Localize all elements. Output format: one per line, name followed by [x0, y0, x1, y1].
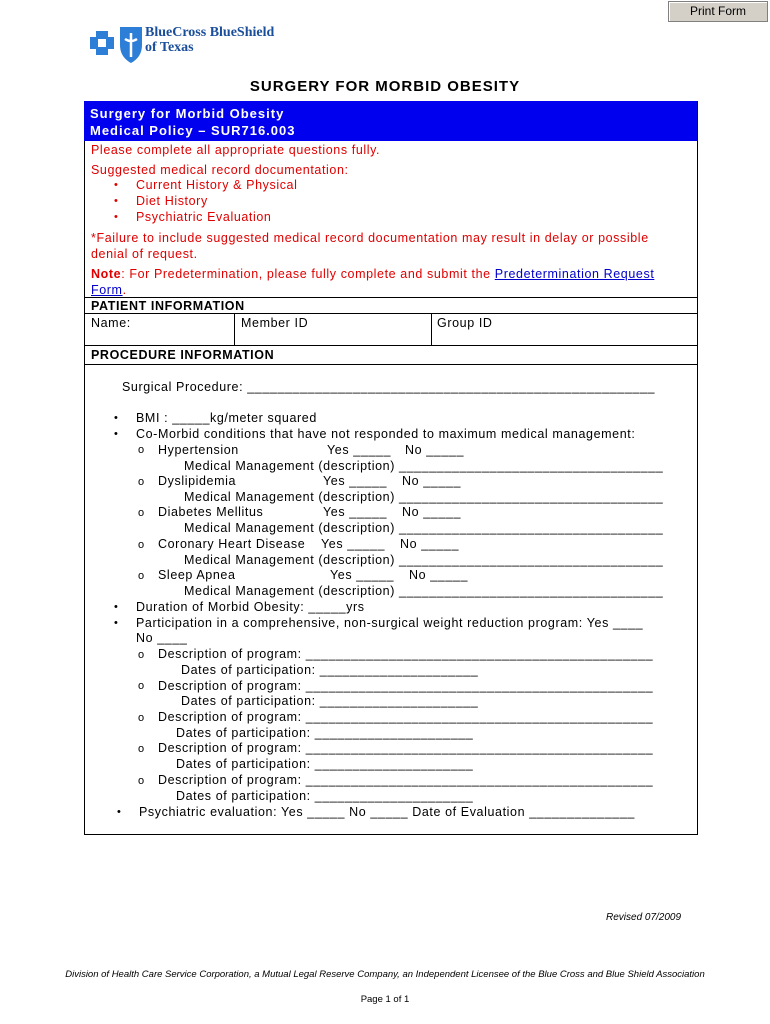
- print-form-button[interactable]: Print Form: [668, 1, 768, 22]
- circle-bullet-icon: o: [138, 743, 145, 755]
- bullet-icon: •: [114, 179, 118, 191]
- bullet-icon: •: [114, 617, 118, 629]
- policy-header-line1: Surgery for Morbid Obesity: [90, 106, 285, 121]
- member-id-field[interactable]: Member ID: [241, 316, 309, 330]
- program-description-field[interactable]: Description of program: ______________________________________________: [158, 741, 654, 755]
- suggested-item: Psychiatric Evaluation: [136, 210, 272, 224]
- circle-bullet-icon: o: [138, 680, 145, 692]
- comorbid-heading: Co-Morbid conditions that have not responded to maximum medical management:: [136, 427, 636, 441]
- bullet-icon: •: [114, 211, 118, 223]
- predetermination-link-cont[interactable]: Form: [91, 283, 123, 297]
- note-label: Note: [91, 267, 122, 281]
- document-title: SURGERY FOR MORBID OBESITY: [249, 78, 521, 95]
- suggested-item: Current History & Physical: [136, 178, 298, 192]
- program-dates-field[interactable]: Dates of participation: _____________________: [176, 789, 474, 803]
- condition-name: Diabetes Mellitus: [158, 505, 264, 519]
- failure-warning-line2: denial of request.: [91, 247, 198, 261]
- participation-field[interactable]: Participation in a comprehensive, non-surgical weight reduction program: Yes ____: [136, 616, 644, 630]
- program-dates-field[interactable]: Dates of participation: _____________________: [176, 757, 474, 771]
- brand-line2: of Texas: [145, 40, 194, 55]
- condition-no-field[interactable]: No _____: [405, 443, 465, 457]
- circle-bullet-icon: o: [138, 507, 145, 519]
- program-dates-field[interactable]: Dates of participation: _____________________: [181, 663, 479, 677]
- policy-header: [84, 101, 697, 141]
- program-description-field[interactable]: Description of program: ______________________________________________: [158, 773, 654, 787]
- circle-bullet-icon: o: [138, 712, 145, 724]
- note-text: : For Predetermination, please fully complete and submit the: [121, 267, 495, 281]
- page-number: Page 1 of 1: [360, 994, 410, 1005]
- circle-bullet-icon: o: [138, 539, 145, 551]
- medical-management-field[interactable]: Medical Management (description) ___________________________________: [184, 553, 664, 567]
- predetermination-link[interactable]: Predetermination Request: [494, 267, 655, 281]
- condition-yes-field[interactable]: Yes _____: [323, 505, 388, 519]
- bullet-icon: •: [114, 428, 118, 440]
- condition-no-field[interactable]: No _____: [409, 568, 469, 582]
- participation-no-field[interactable]: No ____: [136, 631, 188, 645]
- bullet-icon: •: [114, 412, 118, 424]
- bullet-icon: •: [114, 195, 118, 207]
- bullet-icon: •: [114, 601, 118, 613]
- note-end: .: [122, 283, 127, 297]
- duration-field[interactable]: Duration of Morbid Obesity: _____yrs: [136, 600, 365, 614]
- condition-no-field[interactable]: No _____: [400, 537, 460, 551]
- condition-name: Coronary Heart Disease: [158, 537, 306, 551]
- procedure-info-heading: PROCEDURE INFORMATION: [91, 348, 275, 362]
- circle-bullet-icon: o: [138, 649, 145, 661]
- revised-date: Revised 07/2009: [606, 912, 682, 923]
- circle-bullet-icon: o: [138, 444, 145, 456]
- program-description-field[interactable]: Description of program: ______________________________________________: [158, 679, 654, 693]
- divider: [84, 345, 697, 346]
- condition-yes-field[interactable]: Yes _____: [323, 474, 388, 488]
- medical-management-field[interactable]: Medical Management (description) ___________________________________: [184, 459, 664, 473]
- program-description-field[interactable]: Description of program: ______________________________________________: [158, 710, 654, 724]
- patient-name-field[interactable]: Name:: [91, 316, 131, 330]
- program-dates-field[interactable]: Dates of participation: _____________________: [176, 726, 474, 740]
- failure-warning-line1: *Failure to include suggested medical record documentation may result in delay or possible: [91, 231, 649, 245]
- divider: [84, 313, 697, 314]
- condition-yes-field[interactable]: Yes _____: [327, 443, 392, 457]
- medical-management-field[interactable]: Medical Management (description) ___________________________________: [184, 521, 664, 535]
- bullet-icon: •: [117, 806, 121, 818]
- note-line2: [91, 283, 127, 297]
- condition-no-field[interactable]: No _____: [402, 505, 462, 519]
- program-dates-field[interactable]: Dates of participation: _____________________: [181, 694, 479, 708]
- note-line1: [91, 267, 654, 281]
- medical-management-field[interactable]: Medical Management (description) ___________________________________: [184, 584, 664, 598]
- brand-line1: BlueCross BlueShield: [145, 25, 275, 40]
- group-id-field[interactable]: Group ID: [437, 316, 493, 330]
- divider: [431, 313, 432, 345]
- policy-header-line2: Medical Policy – SUR716.003: [90, 123, 296, 138]
- condition-yes-field[interactable]: Yes _____: [321, 537, 386, 551]
- complete-instruction: Please complete all appropriate questions fully.: [91, 143, 381, 157]
- division-notice: Division of Health Care Service Corporation, a Mutual Legal Reserve Company, an Independent Licensee of the Blue Cross and Blue Shield Association: [65, 969, 705, 980]
- patient-info-heading: PATIENT INFORMATION: [91, 299, 245, 313]
- program-description-field[interactable]: Description of program: ______________________________________________: [158, 647, 654, 661]
- condition-name: Dyslipidemia: [158, 474, 237, 488]
- psychiatric-evaluation-field[interactable]: Psychiatric evaluation: Yes _____ No _____ Date of Evaluation ______________: [139, 805, 635, 819]
- circle-bullet-icon: o: [138, 775, 145, 787]
- suggested-heading: Suggested medical record documentation:: [91, 163, 349, 177]
- condition-no-field[interactable]: No _____: [402, 474, 462, 488]
- condition-name: Hypertension: [158, 443, 239, 457]
- divider: [234, 313, 235, 345]
- divider: [84, 297, 697, 298]
- condition-yes-field[interactable]: Yes _____: [330, 568, 395, 582]
- divider: [84, 364, 697, 365]
- circle-bullet-icon: o: [138, 476, 145, 488]
- brand-name: [145, 25, 274, 55]
- surgical-procedure-field[interactable]: Surgical Procedure: ______________________________________________________: [122, 380, 656, 394]
- medical-management-field[interactable]: Medical Management (description) ___________________________________: [184, 490, 664, 504]
- condition-name: Sleep Apnea: [158, 568, 236, 582]
- suggested-item: Diet History: [136, 194, 208, 208]
- bmi-field[interactable]: BMI : _____kg/meter squared: [136, 411, 317, 425]
- circle-bullet-icon: o: [138, 570, 145, 582]
